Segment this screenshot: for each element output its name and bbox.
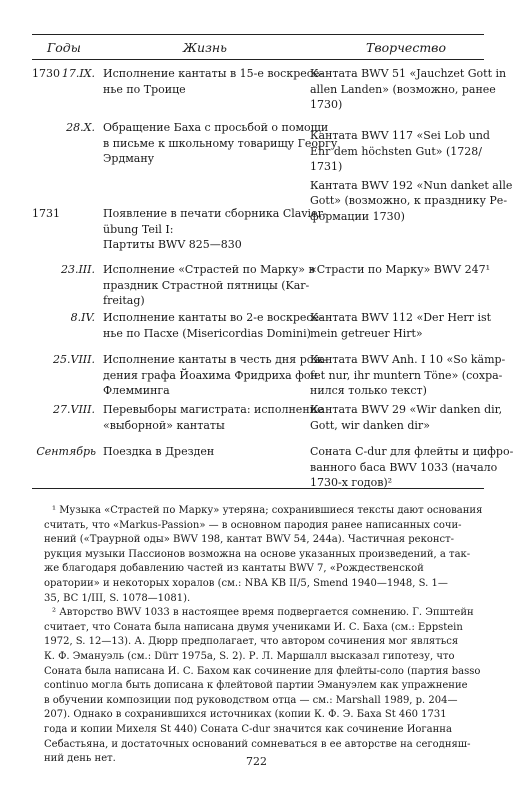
footnote-line: ний день нет.: [44, 753, 116, 765]
footnote-line: в обучении композиции под руководством отца — см.: Marshall 1989, p. 204—: [44, 694, 458, 706]
top-rule: [32, 34, 484, 35]
row-life-event: [103, 310, 323, 341]
row-date: Сентябрь: [36, 445, 96, 458]
life-line: freitag): [103, 294, 145, 307]
header-life: Жизнь: [183, 40, 227, 55]
row-works: [310, 352, 506, 399]
row-date: 27.VIII.: [53, 403, 95, 416]
footnote-line: 35, BC 1/III, S. 1078—1081).: [44, 592, 191, 604]
work-line: Кантата BWV 112 «Der Herr ist: [310, 311, 492, 324]
work-line: ванного баса BWV 1033 (начало: [310, 460, 498, 474]
row-date: 17.IX.: [61, 67, 95, 80]
footnote-2: [44, 606, 484, 767]
footnote-line: Соната была написана И. С. Бахом как сочинение для флейты-соло (партия basso: [44, 665, 481, 677]
footnote-line: считать, что «Markus-Passion» — в основном пародия ранее написанных сочи-: [44, 519, 462, 531]
row-works: [310, 310, 492, 341]
life-line: «выборной» кантаты: [103, 418, 225, 432]
work-entry: [310, 310, 492, 341]
page-number: 722: [246, 755, 267, 768]
footnote-line: continuo могла быть дописана к флейтовой партии Эмануэлем как упражнение: [44, 680, 468, 692]
row-life-event: [103, 352, 328, 399]
life-line: Исполнение кантаты в честь дня рож-: [103, 353, 328, 366]
life-line: Флемминга: [103, 384, 170, 397]
life-line: Партиты BWV 825—830: [103, 238, 242, 251]
row-life-event: [103, 66, 324, 97]
work-line: 1730): [310, 98, 343, 111]
life-line: Исполнение кантаты во 2-е воскресе-: [103, 311, 323, 324]
life-line: Исполнение «Страстей по Марку» в: [103, 263, 315, 276]
footnote-line: рукция музыки Пассионов возможна на основе указанных произведений, а так-: [44, 548, 471, 560]
work-line: Gott, wir danken dir»: [310, 418, 430, 432]
table-bottom-rule: [32, 488, 484, 489]
row-works: [310, 262, 491, 278]
life-line: Поездка в Дрезден: [103, 445, 215, 458]
footnote-line: считает, что Соната была написана двумя учениками И. С. Баха (см.: Eppstein: [44, 621, 463, 633]
work-entry: [310, 444, 513, 491]
row-year: 1730: [32, 67, 60, 80]
work-line: формации 1730): [310, 209, 405, 223]
work-entry: [310, 178, 513, 225]
life-line: Перевыборы магистрата: исполнение: [103, 403, 324, 416]
row-date: 23.III.: [60, 263, 95, 276]
work-entry: [310, 402, 503, 433]
life-line: übung Teil I:: [103, 222, 174, 236]
work-entry: [310, 66, 507, 113]
life-line: Исполнение кантаты в 15-е воскресе-: [103, 67, 324, 80]
footnote-line: К. Ф. Эмануэль (см.: Dürr 1975a, S. 2). Р. Л. Маршалл высказал гипотезу, что: [44, 650, 455, 662]
row-date: 25.VIII.: [53, 353, 95, 366]
row-works: [310, 444, 513, 491]
life-line: Обращение Баха с просьбой о помощи: [103, 121, 329, 134]
footnote-line: года и копии Михеля St 440) Соната C-dur значится как сочинение Иоганна: [44, 723, 452, 735]
work-line: mein getreuer Hirt»: [310, 326, 423, 340]
work-line: Кантата BWV Anh. I 10 «So kämp-: [310, 353, 506, 366]
header-years: Годы: [47, 40, 81, 55]
life-line: Появление в печати сборника Clavier-: [103, 207, 327, 220]
work-line: Кантата BWV 51 «Jauchzet Gott in: [310, 67, 507, 80]
footnote-line: ² Авторство BWV 1033 в настоящее время подвергается сомнению. Г. Эпштейн: [52, 607, 474, 619]
life-line: праздник Страстной пятницы (Kar-: [103, 278, 310, 292]
footnote-line: Себастьяна, и достаточных оснований сомневаться в ее авторстве на сегодняш-: [44, 738, 471, 750]
footnote-line: ¹ Музыка «Страстей по Марку» утеряна; сохранившиеся тексты дают основания: [52, 505, 483, 516]
work-line: Ehr dem höchsten Gut» (1728/: [310, 144, 482, 158]
row-date: 28.X.: [66, 121, 95, 134]
work-line: Gott» (возможно, к празднику Ре-: [310, 194, 508, 207]
footnote-line: 207). Однако в сохранившихся источниках (копии К. Ф. Э. Баха St 460 1731: [44, 709, 447, 721]
row-works: [310, 402, 503, 433]
footnote-line: 1972, S. 12—13). А. Дюрр предполагает, что автором сочинения мог являться: [44, 636, 459, 648]
work-entry: [310, 352, 506, 399]
work-line: Кантата BWV 117 «Sei Lob und: [310, 129, 490, 142]
row-works: [310, 66, 507, 113]
work-line: allen Landen» (возможно, ранее: [310, 82, 496, 96]
work-entry: [310, 128, 490, 175]
footnote-line: оратории» и некоторых хоралов (см.: NBA KB II/5, Smend 1940—1948, S. 1—: [44, 577, 448, 589]
work-line: Соната C-dur для флейты и цифро-: [310, 445, 513, 458]
footnote-line: нений («Траурной оды» BWV 198, кантат BWV 54, 244a). Частичная реконст-: [44, 534, 455, 546]
work-line: Кантата BWV 192 «Nun danket alle: [310, 178, 513, 192]
row-year: 1731: [32, 207, 60, 220]
work-line: нился только текст): [310, 384, 427, 397]
work-entry: [310, 262, 491, 278]
footnotes: [44, 504, 484, 767]
work-line: 1731): [310, 160, 343, 173]
work-line: «Страсти по Марку» BWV 247¹: [310, 263, 491, 276]
row-life-event: [103, 206, 327, 253]
row-works: [310, 128, 513, 224]
work-line: fet nur, ihr muntern Töne» (сохра-: [310, 368, 503, 382]
life-line: нье по Пасхе (Misericordias Domini): [103, 326, 311, 340]
row-life-event: [103, 120, 338, 167]
life-line: в письме к школьному товарищу Георгу: [103, 136, 338, 150]
row-date: 8.IV.: [70, 311, 95, 324]
row-life-event: [103, 444, 301, 460]
header-works: Творчество: [366, 40, 446, 55]
row-life-event: [103, 262, 315, 309]
header-rule: [32, 59, 484, 60]
life-line: дения графа Йоахима Фридриха фон: [103, 368, 318, 382]
life-line: нье по Троице: [103, 82, 186, 96]
footnote-1: [44, 504, 484, 606]
footnote-line: же благодаря добавлению частей из кантаты BWV 7, «Рождественской: [44, 563, 424, 575]
work-line: Кантата BWV 29 «Wir danken dir,: [310, 403, 503, 416]
row-life-event: [103, 402, 324, 433]
work-line: 1730-х годов)²: [310, 476, 393, 489]
life-line: Эрдману: [103, 152, 155, 165]
